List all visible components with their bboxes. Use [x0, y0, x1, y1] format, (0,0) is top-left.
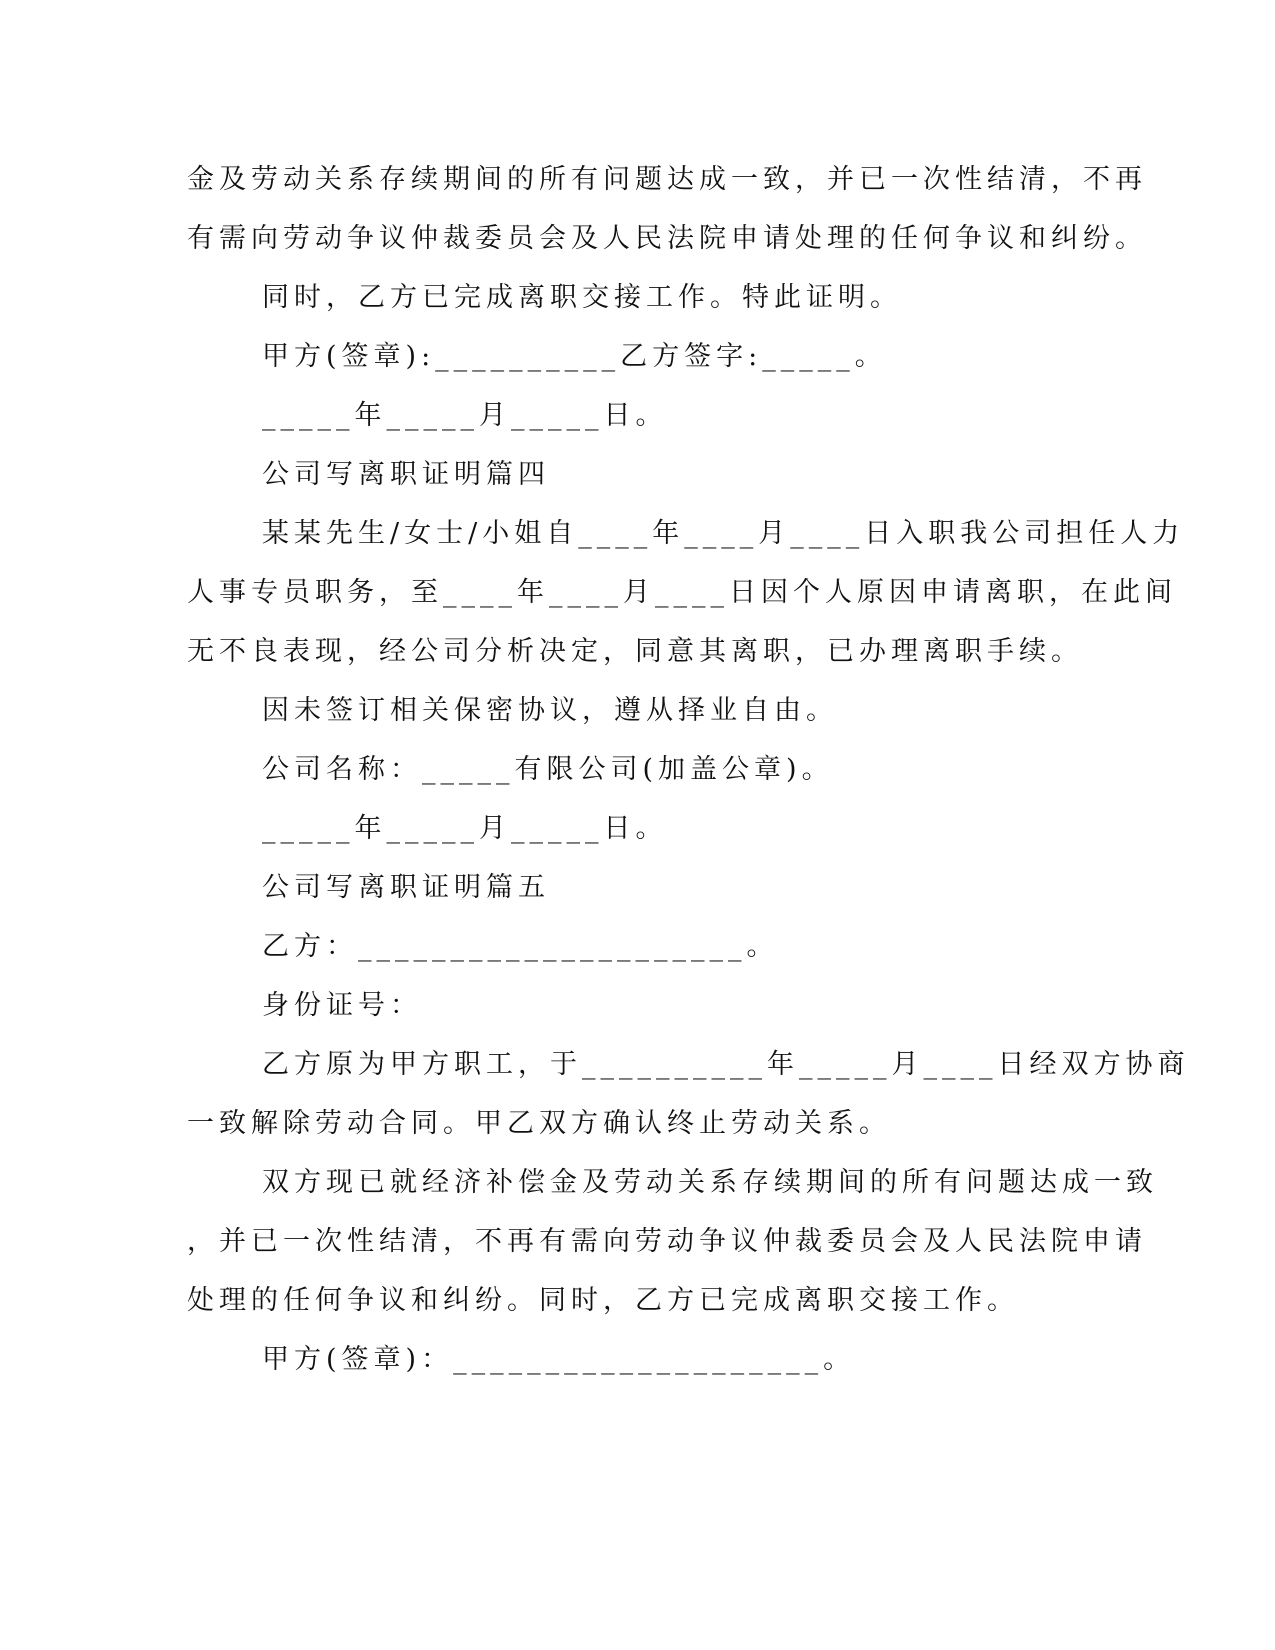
date-line: _____年_____月_____日。 — [262, 400, 668, 431]
section-heading: 公司写离职证明篇五 — [262, 872, 550, 903]
paragraph-line: 双方现已就经济补偿金及劳动关系存续期间的所有问题达成一致 — [262, 1167, 1158, 1198]
signature-line: 甲方(签章):__________乙方签字:_____。 — [262, 341, 887, 372]
party-b-line: 乙方：_____________________。 — [262, 931, 779, 962]
section-heading: 公司写离职证明篇四 — [262, 459, 550, 490]
paragraph-line: 有需向劳动争议仲裁委员会及人民法院申请处理的任何争议和纠纷。 — [187, 223, 1147, 254]
paragraph-line: 因未签订相关保密协议，遵从择业自由。 — [262, 695, 838, 726]
paragraph-line: 乙方原为甲方职工，于__________年_____月____日经双方协商 — [262, 1049, 1190, 1080]
paragraph-line: 同时，乙方已完成离职交接工作。特此证明。 — [262, 282, 902, 313]
paragraph-line: ，并已一次性结清，不再有需向劳动争议仲裁委员会及人民法院申请 — [187, 1226, 1147, 1257]
paragraph-line: 某某先生/女士/小姐自____年____月____日入职我公司担任人力 — [262, 518, 1185, 549]
paragraph-line: 处理的任何争议和纠纷。同时，乙方已完成离职交接工作。 — [187, 1285, 1019, 1316]
date-line: _____年_____月_____日。 — [262, 813, 668, 844]
signature-line: 甲方(签章)：____________________。 — [262, 1344, 856, 1375]
paragraph-line: 一致解除劳动合同。甲乙双方确认终止劳动关系。 — [187, 1108, 891, 1139]
paragraph-line: 人事专员职务，至____年____月____日因个人原因申请离职，在此间 — [187, 577, 1177, 608]
id-number-line: 身份证号： — [262, 990, 422, 1021]
paragraph-line: 无不良表现，经公司分析决定，同意其离职，已办理离职手续。 — [187, 636, 1083, 667]
company-name-line: 公司名称：_____有限公司(加盖公章)。 — [262, 754, 834, 785]
paragraph-line: 金及劳动关系存续期间的所有问题达成一致，并已一次性结清，不再 — [187, 164, 1147, 195]
